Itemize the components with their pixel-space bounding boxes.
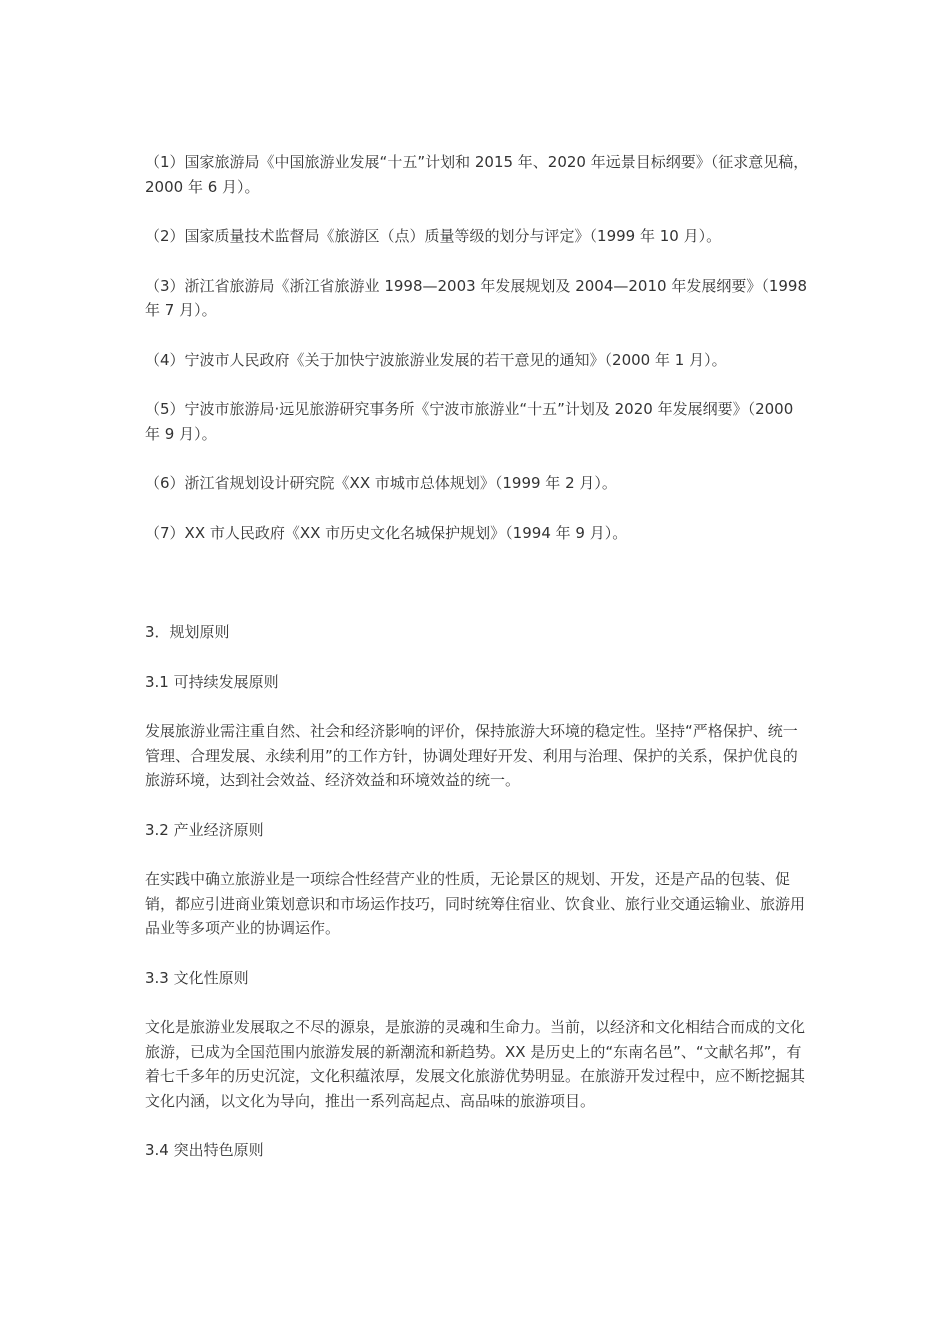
subsection-title: 3.1 可持续发展原则 <box>145 672 279 691</box>
subsection-body: 发展旅游业需注重自然、社会和经济影响的评价，保持旅游大环境的稳定性。坚持“严格保护、统一管理、合理发展、永续利用”的工作方针，协调处理好开发、利用与治理、保护的关系，保护优良的旅游环境，达到社会效益、经济效益和环境效益的统一。 <box>145 722 798 789</box>
reference-item: （5）宁波市旅游局·远见旅游研究事务所《宁波市旅游业“十五”计划及 2020 年发展纲要》（2000 年 9 月）。 <box>145 400 794 443</box>
subsection-body: 在实践中确立旅游业是一项综合性经营产业的性质，无论景区的规划、开发，还是产品的包装、促销，都应引进商业策划意识和市场运作技巧，同时统筹住宿业、饮食业、旅行业交通运输业、旅游用品业等多项产业的协调运作。 <box>145 870 806 937</box>
reference-item: （6）浙江省规划设计研究院《XX 市城市总体规划》（1999 年 2 月）。 <box>145 474 617 492</box>
reference-item: （1）国家旅游局《中国旅游业发展“十五”计划和 2015 年、2020 年远景目标纲要》（征求意见稿，2000 年 6 月）。 <box>145 153 809 196</box>
document-page <box>145 150 810 1163</box>
reference-list <box>145 150 810 545</box>
subsection-title: 3.2 产业经济原则 <box>145 820 264 839</box>
section-title: 3．规划原则 <box>145 623 230 641</box>
subsection-title: 3.4 突出特色原则 <box>145 1141 264 1159</box>
reference-item: （7）XX 市人民政府《XX 市历史文化名城保护规划》（1994 年 9 月）。 <box>145 523 628 542</box>
reference-item: （4）宁波市人民政府《关于加快宁波旅游业发展的若干意见的通知》（2000 年 1 月）。 <box>145 350 727 369</box>
subsection-body: 文化是旅游业发展取之不尽的源泉，是旅游的灵魂和生命力。当前，以经济和文化相结合而成的文化旅游，已成为全国范围内旅游发展的新潮流和新趋势。XX 是历史上的“东南名邑”、“文献名邦”，有着七千多年的历史沉淀，文化积蕴浓厚，发展文化旅游优势明显。在旅游开发过程中，应不断挖掘其文化内涵，以文化为导向，推出一系列高起点、高品味的旅游项目。 <box>145 1018 806 1110</box>
reference-item: （3）浙江省旅游局《浙江省旅游业 1998—2003 年发展规划及 2004—2010 年发展纲要》（1998 年 7 月）。 <box>145 276 807 319</box>
reference-item: （2）国家质量技术监督局《旅游区（点）质量等级的划分与评定》（1999 年 10 月）。 <box>145 227 722 245</box>
subsection-title: 3.3 文化性原则 <box>145 968 249 987</box>
